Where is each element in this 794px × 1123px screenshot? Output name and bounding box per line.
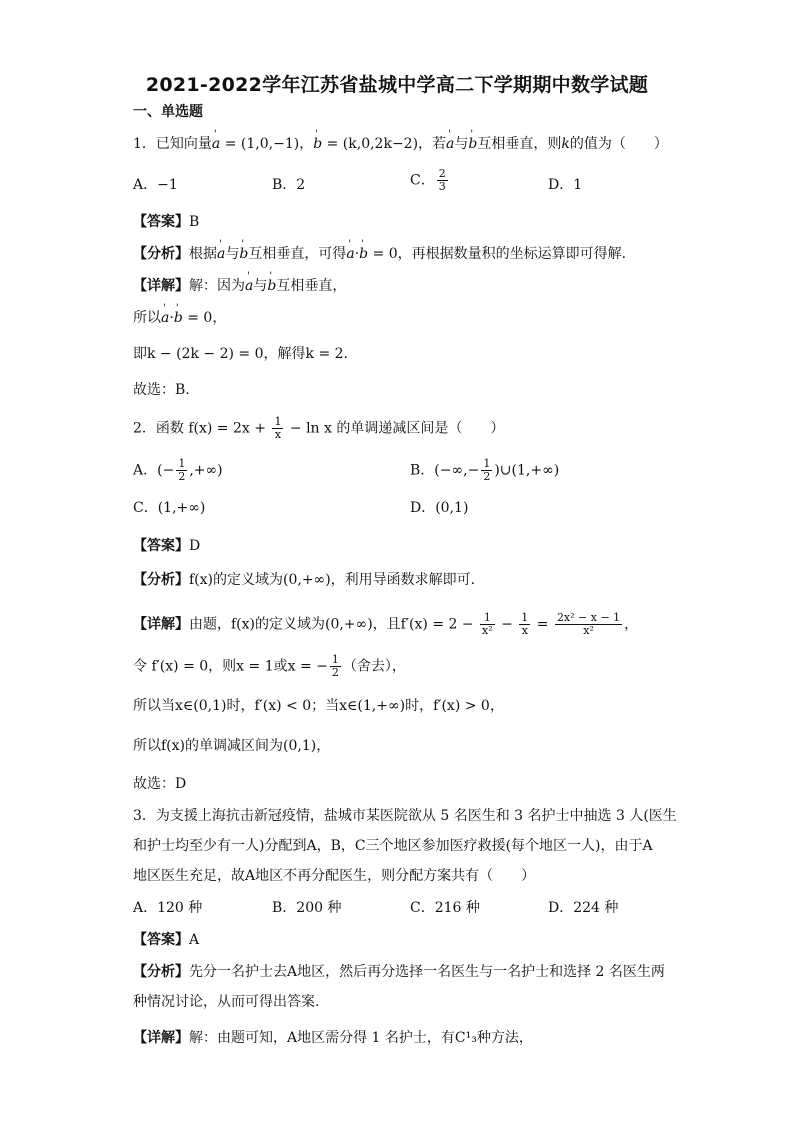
q1-analysis: 【分析】根据' a与' b互相垂直，可得' a·' b = 0，再根据数量积的坐标运算即可得解. — [133, 244, 754, 264]
q1-option-b: B．2 — [272, 177, 306, 193]
q3-stem-line-2: 和护士均至少有一人)分配到A，B，C三个地区参加医疗救援(每个地区一人)，由于A — [133, 838, 653, 854]
q1-detail-line-2: 即k − (2k − 2) = 0，解得k = 2. — [133, 346, 348, 362]
q1-option-d: D．1 — [548, 177, 583, 193]
q2-detail-line-3: 所以f(x)的单调减区间为(0,1)， — [133, 738, 331, 754]
q3-option-d: D．224 种 — [548, 900, 619, 916]
q3-stem-line-1: 3．为支援上海抗击新冠疫情，盐城市某医院欲从 5 名医生和 3 名护士中抽选 3 人(医生 — [133, 808, 677, 824]
q2-answer: 【答案】D — [133, 538, 201, 554]
page-title: 2021-2022学年江苏省盐城中学高二下学期期中数学试题 — [145, 74, 649, 96]
q3-option-a: A．120 种 — [133, 900, 203, 916]
q1-option-a: A．−1 — [133, 177, 178, 193]
q2-detail-line-2: 所以当x∈(0,1)时，f′(x) < 0；当x∈(1,+∞)时，f′(x) > 0， — [133, 698, 504, 714]
q3-option-c: C．216 种 — [410, 900, 480, 916]
q3-option-b: B．200 种 — [272, 900, 342, 916]
q2-option-d: D．(0,1) — [410, 500, 469, 516]
q2-option-a: A．(− $\frac{1}{2}$ ,+∞) — [133, 457, 223, 483]
q3-detail: 【详解】解：由题可知，A地区需分得 1 名护士，有C¹₃种方法， — [133, 1030, 533, 1046]
q3-analysis-line-2: 种情况讨论，从而可得出答案. — [133, 994, 320, 1010]
q2-detail: 【详解】由题，f(x)的定义域为(0,+∞)，且f′(x) = 2 − $\frac{1}{\text{x²}}$ − $\frac{1}{x}$ = $\frac{\text{2x² − x − 1}}{\text{x²}}$ ， — [133, 611, 639, 637]
q2-stem: 2．函数 f(x) = 2x + $\frac{1}{x}$ − ln x 的单调递减区间是（ ） — [133, 415, 505, 441]
q2-detail-line-4: 故选：D — [133, 776, 187, 792]
q1-stem: 1．已知向量' a = (1,0,−1)，' b = (k,0,2k−2)，若' a与' b互相垂直，则k的值为（ ） — [133, 134, 754, 154]
section-heading: 一、单选题 — [133, 104, 203, 120]
q2-option-c: C．(1,+∞) — [133, 500, 206, 516]
q3-stem-line-3: 地区医生充足，故A地区不再分配医生，则分配方案共有（ ） — [133, 868, 536, 884]
q2-analysis: 【分析】f(x)的定义域为(0,+∞)，利用导函数求解即可. — [133, 572, 476, 588]
q1-detail: 【详解】解：因为' a与' b互相垂直， — [133, 276, 754, 296]
q2-option-b: B．(−∞,− $\frac{1}{2}$ )∪(1,+∞) — [410, 457, 560, 483]
q3-analysis-line-1: 【分析】先分一名护士去A地区，然后再分选择一名医生与一名护士和选择 2 名医生两 — [133, 964, 665, 980]
q1-answer: 【答案】B — [133, 214, 200, 230]
q1-detail-line-1: 所以' a·' b = 0， — [133, 308, 754, 328]
q3-answer: 【答案】A — [133, 932, 200, 948]
q1-detail-line-3: 故选：B. — [133, 382, 190, 398]
q2-detail-line-1: 令 f′(x) = 0，则x = 1或x = − $\frac{1}{2}$ （舍去）， — [133, 653, 406, 679]
q1-option-c: C． $\frac{2}{3}$ — [410, 167, 446, 193]
